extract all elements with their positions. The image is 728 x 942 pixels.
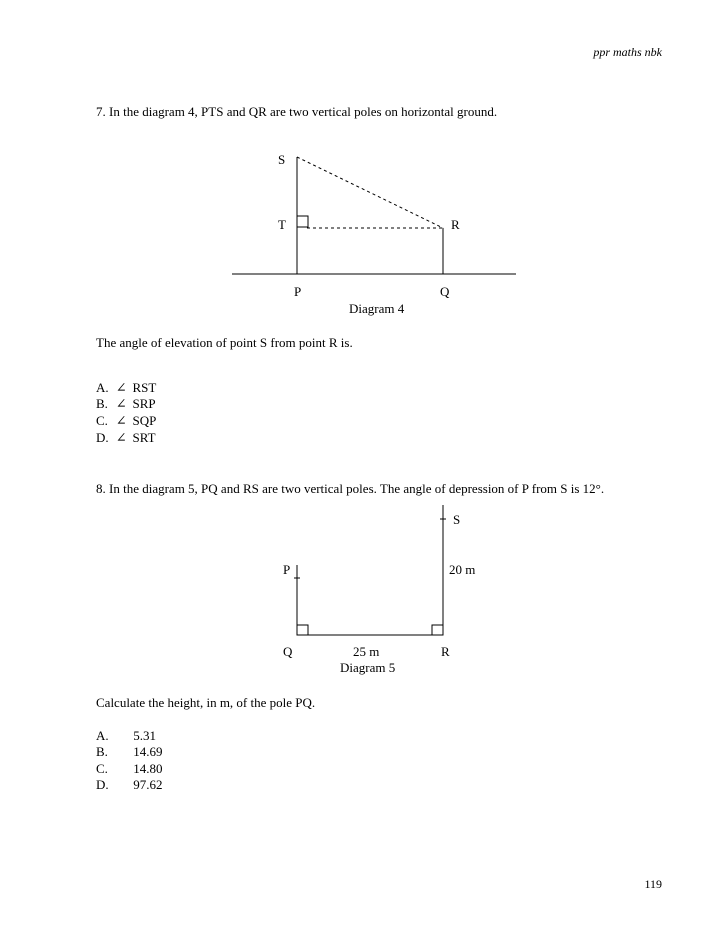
label-r: R xyxy=(451,217,460,232)
option-letter: B. xyxy=(96,396,108,411)
angle-icon: ∠ xyxy=(115,430,127,445)
question-8-text: 8. In the diagram 5, PQ and RS are two vertical poles. The angle of depression of P from S is 12°. xyxy=(96,481,605,496)
option-letter: C. xyxy=(96,761,108,776)
option-letter: D. xyxy=(96,777,109,792)
angle-icon: ∠ xyxy=(115,413,127,428)
diagram-5 xyxy=(283,505,475,675)
diagram-4 xyxy=(232,152,516,316)
q8-option-c xyxy=(96,761,163,777)
option-text: SQP xyxy=(132,413,157,428)
question-7-prompt: The angle of elevation of point S from point R is. xyxy=(96,335,353,350)
label-q-5: Q xyxy=(283,644,293,659)
option-text: 14.69 xyxy=(133,744,163,759)
option-letter: B. xyxy=(96,744,108,759)
q7-option-d xyxy=(96,430,156,446)
option-letter: A. xyxy=(96,728,109,743)
q8-option-d xyxy=(96,777,163,793)
diagram-4-caption: Diagram 4 xyxy=(349,301,405,316)
label-t: T xyxy=(278,217,286,232)
option-text: SRT xyxy=(132,430,156,445)
label-r-5: R xyxy=(441,644,450,659)
question-8-prompt: Calculate the height, in m, of the pole PQ. xyxy=(96,695,316,710)
page-header: ppr maths nbk xyxy=(593,45,662,59)
label-p: P xyxy=(294,284,302,299)
q7-option-c xyxy=(96,413,156,429)
angle-icon: ∠ xyxy=(115,396,127,411)
page-number: 119 xyxy=(644,877,662,891)
option-letter: C. xyxy=(96,413,108,428)
label-s-5: S xyxy=(453,512,461,527)
right-angle-marker-t xyxy=(297,216,308,227)
q7-option-b xyxy=(96,396,156,412)
question-7-text: 7. In the diagram 4, PTS and QR are two vertical poles on horizontal ground. xyxy=(96,104,498,119)
diagram-5-caption: Diagram 5 xyxy=(340,660,396,675)
label-p-5: P xyxy=(283,562,291,577)
label-q: Q xyxy=(440,284,450,299)
right-angle-marker-q xyxy=(297,625,308,635)
option-text: 14.80 xyxy=(133,761,163,776)
q8-option-a xyxy=(96,728,156,744)
option-text: RST xyxy=(132,380,157,395)
right-angle-marker-r xyxy=(432,625,443,635)
q8-option-b xyxy=(96,744,163,760)
label-height: 20 m xyxy=(449,562,476,577)
option-text: 5.31 xyxy=(133,728,156,743)
option-letter: D. xyxy=(96,430,109,445)
q7-option-a xyxy=(96,380,156,396)
label-base: 25 m xyxy=(353,644,380,659)
option-text: SRP xyxy=(132,396,156,411)
line-sr-dashed xyxy=(297,157,443,228)
option-letter: A. xyxy=(96,380,109,395)
option-text: 97.62 xyxy=(133,777,163,792)
label-s: S xyxy=(278,152,286,167)
angle-icon: ∠ xyxy=(115,380,127,395)
